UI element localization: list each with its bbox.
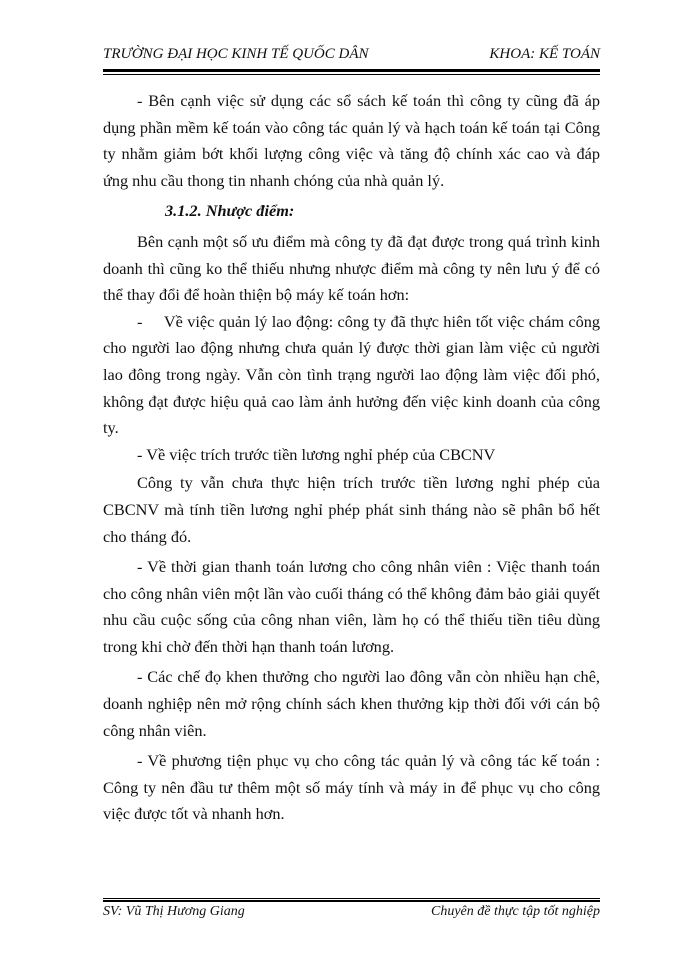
paragraph-software: - Bên cạnh việc sử dụng các sổ sách kế toán thì công ty cũng đã áp dụng phần mềm kế toán vào công tác quản lý và hạch toán kế toán tại Công ty nhằm giảm bớt khối lượng công việc và tăng độ chính xác cao và đáp ứng nhu cầu thong tin nhanh chóng của nhà quản lý. — [103, 91, 600, 190]
footer-rule-thin — [103, 898, 600, 899]
page-header — [103, 44, 600, 68]
footer-rule-thick — [103, 900, 600, 902]
page-footer — [103, 904, 600, 926]
document-body — [103, 88, 605, 828]
header-university: TRƯỜNG ĐẠI HỌC KINH TẾ QUỐC DÂN — [103, 46, 369, 62]
paragraph-leave-pay: - Về việc trích trước tiền lương nghỉ phép của CBCNV — [137, 444, 496, 464]
paragraph-leave-pay-detail: Công ty vẫn chưa thực hiện trích trước tiền lương nghỉ phép của CBCNV mà tính tiền lương nghỉ phép phát sinh tháng nào sẽ phân bổ hết cho tháng đó. — [103, 473, 600, 546]
section-heading: 3.1.2. Nhược điểm: — [165, 201, 295, 221]
footer-student: SV: Vũ Thị Hương Giang — [103, 904, 245, 919]
paragraph-labor-management: - Về việc quản lý lao động: công ty đã thực hiên tốt việc chám công cho người lao động nhưng chưa quản lý được thời gian làm việc củ người lao đông trong ngày. Vẫn còn tình trạng người lao động làm việc đối phó, không đạt được hiệu quả cao làm ảnh hưởng đến việc kinh doanh của công ty. — [103, 311, 605, 438]
paragraph-weakness-intro: Bên cạnh một số ưu điểm mà công ty đã đạt được trong quá trình kinh doanh thì cũng ko thể thiếu nhưng nhược điểm mà công ty nên lưu ý để có thể thay đổi để hoàn thiện bộ máy kế toán hơn: — [103, 231, 600, 305]
paragraph-equipment: - Về phương tiện phục vụ cho công tác quản lý và công tác kế toán : Công ty nên đầu tư thêm một số máy tính và máy in để phục vụ cho công việc được tốt và nhanh hơn. — [103, 751, 600, 824]
paragraph-rewards: - Các chế đọ khen thưởng cho người lao đông vẫn còn nhiều hạn chê, doanh nghiệp nên mở rộng chính sách khen thưởng kịp thời đối với cán bộ công nhân viên. — [103, 667, 600, 740]
paragraph-payment-timing: - Về thời gian thanh toán lương cho công nhân viên : Việc thanh toán cho công nhân viên một lần vào cuối tháng có thể không đảm bảo giải quyết nhu cầu cuộc sống của công nhan viên, làm họ có thể thiếu tiền tiêu dùng trong khi chờ đến thời hạn thanh toán lương. — [103, 557, 600, 656]
header-rule-thick — [103, 69, 600, 72]
header-rule-thin — [103, 74, 600, 75]
footer-report-title: Chuyên đề thực tập tốt nghiệp — [431, 904, 600, 919]
header-faculty: KHOA: KẾ TOÁN — [489, 46, 600, 62]
